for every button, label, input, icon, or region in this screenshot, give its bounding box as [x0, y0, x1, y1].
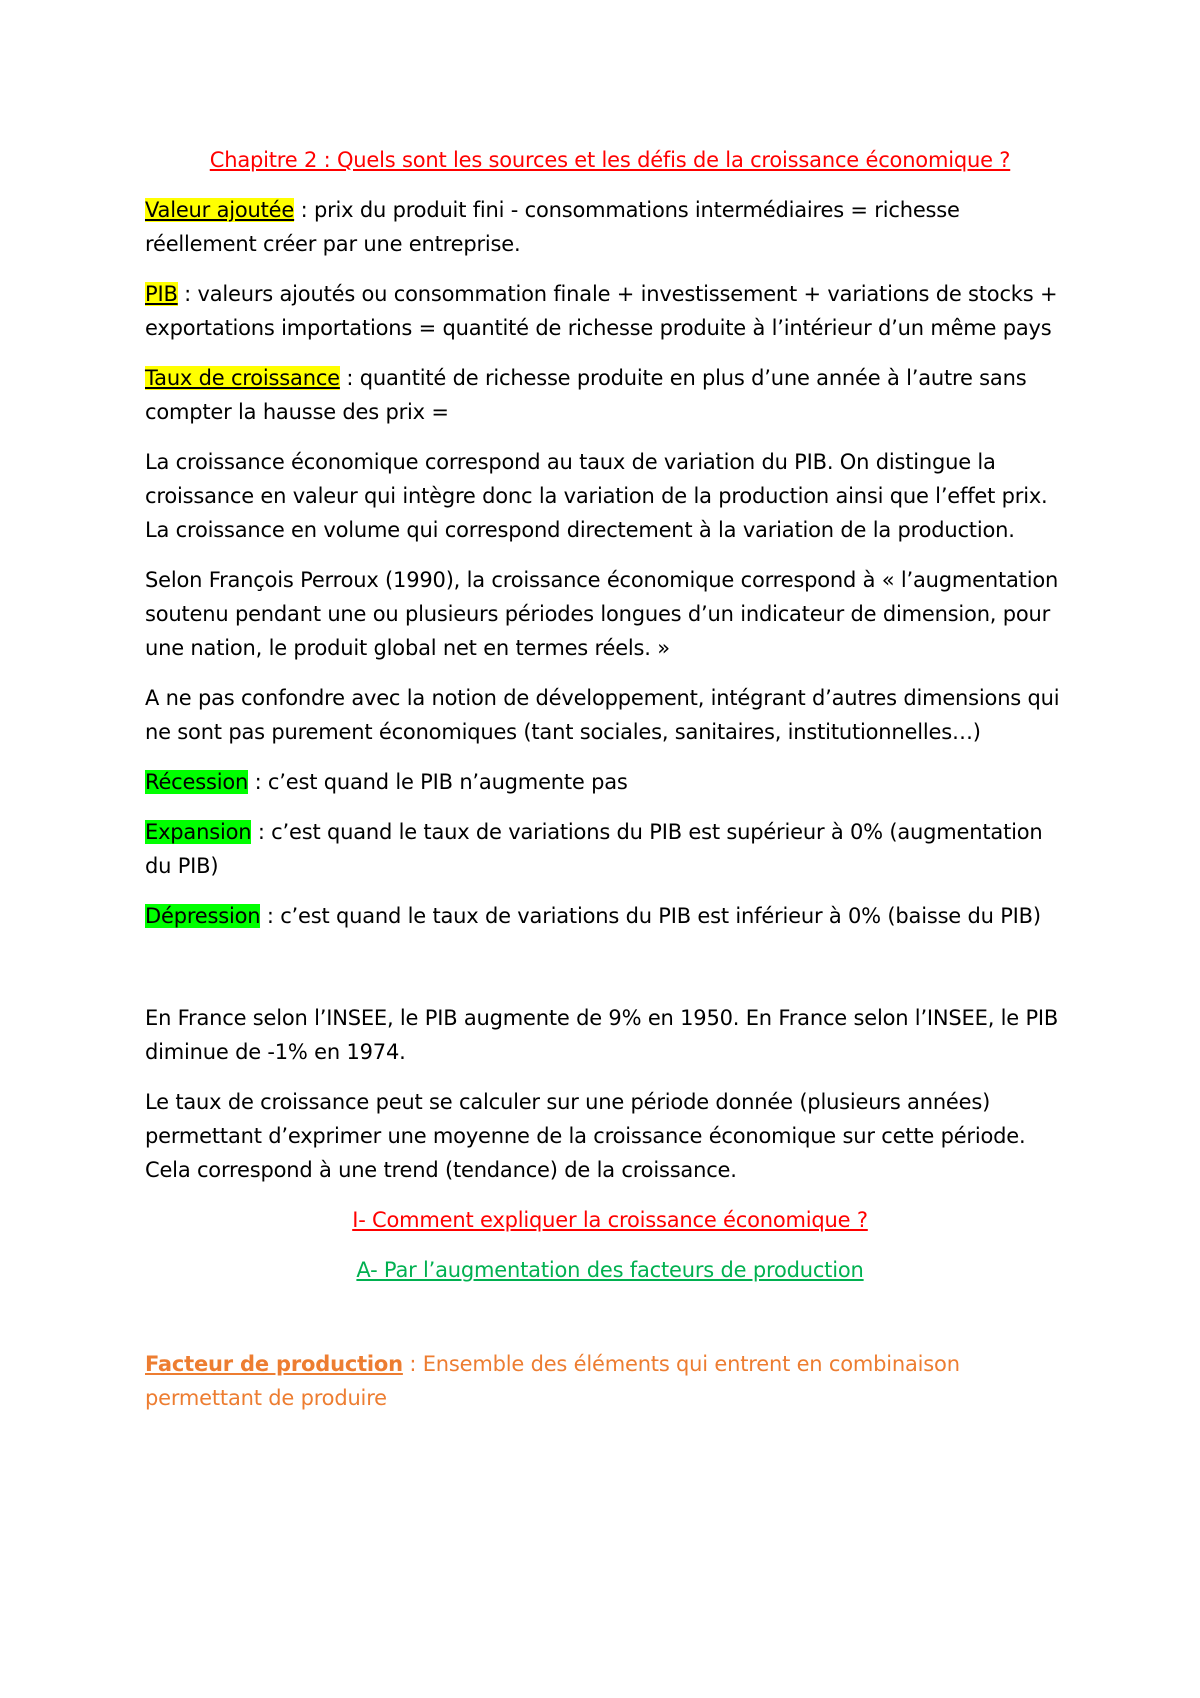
definition-valeur-ajoutee — [145, 193, 1075, 261]
term-valeur-ajoutee: Valeur ajoutée — [145, 198, 295, 222]
paragraph-insee: En France selon l’INSEE, le PIB augmente de 9% en 1950. En France selon l’INSEE, le PIB diminue de -1% en 1974. — [145, 1006, 1059, 1064]
section-heading-a: A- Par l’augmentation des facteurs de production — [356, 1258, 864, 1282]
paragraph-periode: Le taux de croissance peut se calculer sur une période donnée (plusieurs années) permettant d’exprimer une moyenne de la croissance économique sur cette période. Cela correspond à une trend (tendance) de la croissance. — [145, 1090, 1026, 1182]
section-heading-1: I- Comment expliquer la croissance économique ? — [352, 1208, 868, 1232]
phase-text: : c’est quand le PIB n’augmente pas — [248, 770, 628, 794]
paragraph-perroux: Selon François Perroux (1990), la croissance économique correspond à « l’augmentation soutenu pendant une ou plusieurs périodes longues d’un indicateur de dimension, pour une nation, le produit global net en termes réels. » — [145, 568, 1059, 660]
blank-line — [145, 949, 1075, 1001]
section-heading-a-line — [145, 1253, 1075, 1287]
definition-text: : quantité de richesse produite en plus d’une année à l’autre sans compter la hausse des prix = — [145, 366, 1027, 424]
term-facteur-de-production: Facteur de production — [145, 1352, 403, 1376]
chapter-title: Chapitre 2 : Quels sont les sources et les défis de la croissance économique ? — [209, 148, 1011, 172]
definition-text: : Ensemble des éléments qui entrent en combinaison permettant de produire — [145, 1352, 960, 1410]
phase-depression — [145, 899, 1075, 933]
term-pib: PIB — [145, 282, 178, 306]
definition-text: : prix du produit fini - consommations intermédiaires = richesse réellement créer par une entreprise. — [145, 198, 960, 256]
phase-expansion — [145, 815, 1075, 883]
phase-recession — [145, 765, 1075, 799]
definition-facteur-de-production — [145, 1347, 1075, 1415]
phase-text: : c’est quand le taux de variations du PIB est supérieur à 0% (augmentation du PIB) — [145, 820, 1043, 878]
section-heading-1-line — [145, 1203, 1075, 1237]
blank-line — [145, 1303, 1075, 1347]
definition-text: : valeurs ajoutés ou consommation finale + investissement + variations de stocks + exportations importations = quantité de richesse produite à l’intérieur d’un même pays — [145, 282, 1058, 340]
chapter-title-line — [145, 143, 1075, 177]
phase-text: : c’est quand le taux de variations du PIB est inférieur à 0% (baisse du PIB) — [260, 904, 1041, 928]
document-page — [145, 143, 1075, 1431]
paragraph-developpement: A ne pas confondre avec la notion de développement, intégrant d’autres dimensions qui ne sont pas purement économiques (tant sociales, sanitaires, institutionnelles…) — [145, 686, 1060, 744]
definition-taux-de-croissance — [145, 361, 1075, 429]
term-recession: Récession — [145, 770, 249, 794]
term-taux-de-croissance: Taux de croissance — [145, 366, 340, 390]
term-expansion: Expansion — [145, 820, 252, 844]
definition-pib — [145, 277, 1075, 345]
paragraph-croissance: La croissance économique correspond au taux de variation du PIB. On distingue la croissance en valeur qui intègre donc la variation de la production ainsi que l’effet prix. La croissance en volume qui correspond directement à la variation de la production. — [145, 450, 1048, 542]
term-depression: Dépression — [145, 904, 261, 928]
